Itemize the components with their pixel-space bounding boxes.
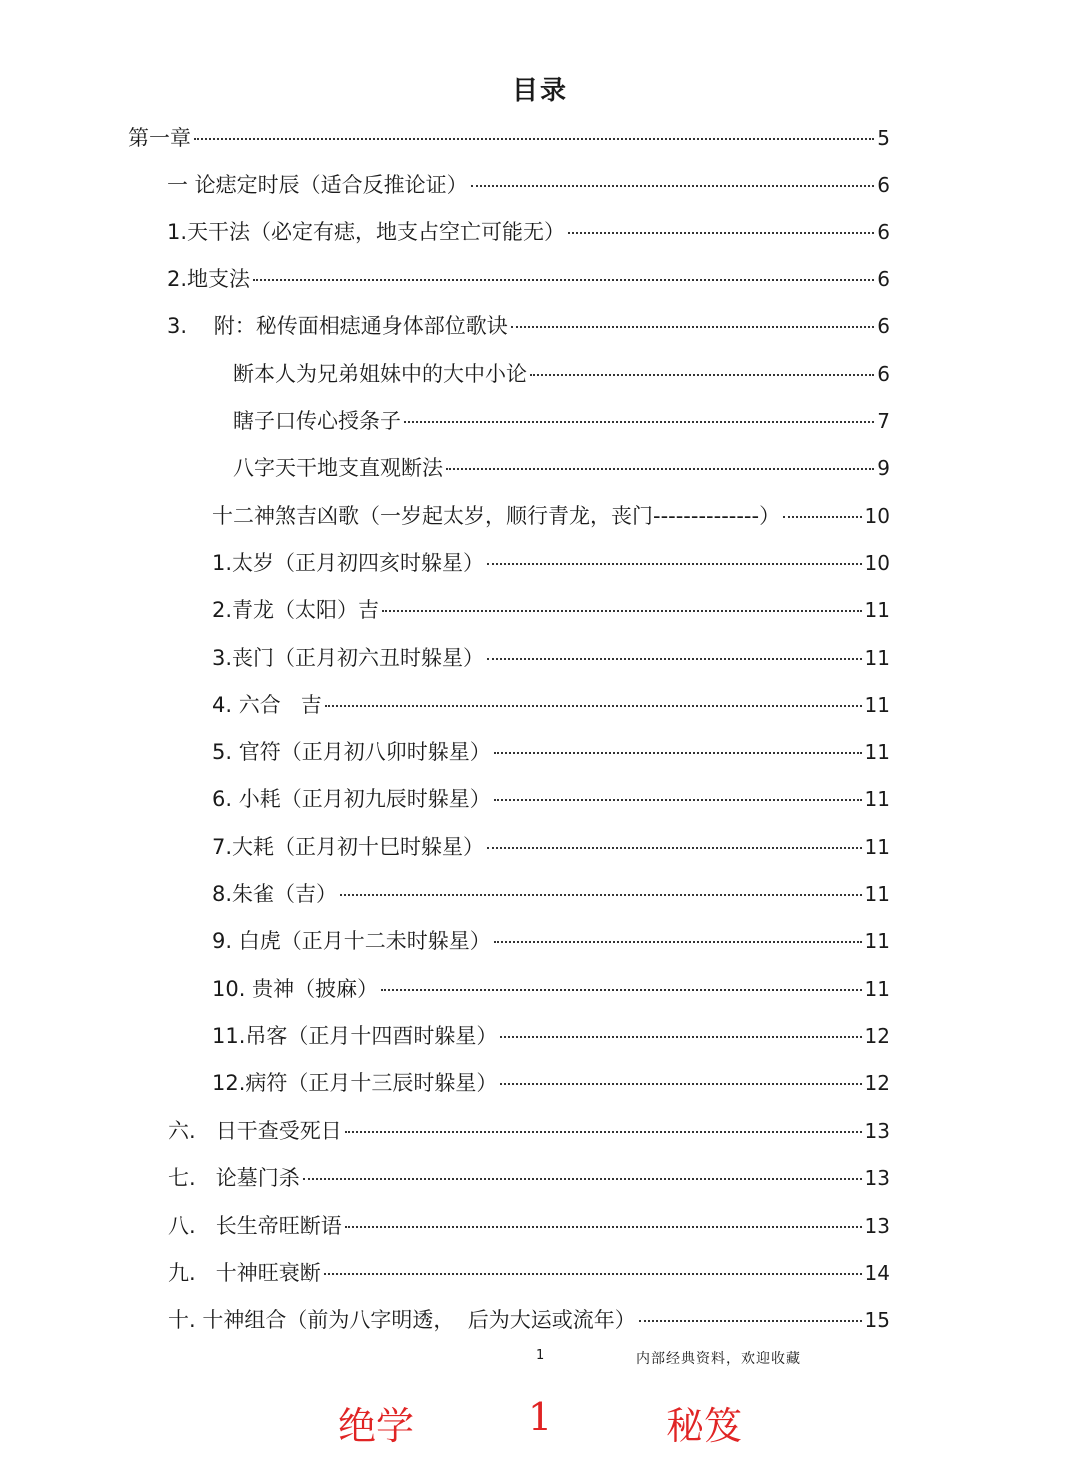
- toc-entry-label: 5. 官符（正月初八卯时躲星）: [212, 740, 491, 764]
- dot-leader: [345, 1226, 862, 1228]
- toc-entry[interactable]: [212, 779, 890, 819]
- dot-leader: [471, 185, 875, 187]
- toc-entry-page: 11: [864, 835, 890, 859]
- toc-entry-label: 十. 十神组合（前为八字明透， 后为大运或流年）: [168, 1308, 636, 1332]
- toc-entry[interactable]: [168, 1158, 890, 1198]
- toc-entry[interactable]: [212, 732, 890, 772]
- dot-leader: [500, 1036, 861, 1038]
- toc-entry[interactable]: [168, 1300, 890, 1340]
- dot-leader: [345, 1131, 862, 1133]
- toc-entry-page: 6: [877, 362, 890, 386]
- toc-entry-label: 7.大耗（正月初十巳时躲星）: [212, 835, 485, 859]
- toc-entry[interactable]: [167, 259, 890, 299]
- dot-leader: [530, 374, 874, 376]
- toc-entry[interactable]: [212, 543, 890, 583]
- dot-leader: [639, 1320, 862, 1322]
- toc-entry-page: 13: [864, 1119, 890, 1143]
- toc-entry[interactable]: [168, 1253, 890, 1293]
- toc-entry-page: 12: [864, 1071, 890, 1095]
- toc-entry-label: 12.病符（正月十三辰时躲星）: [212, 1071, 498, 1095]
- toc-entry-label: 6. 小耗（正月初九辰时躲星）: [212, 787, 491, 811]
- toc-entry-label: 8.朱雀（吉）: [212, 882, 338, 906]
- toc-entry-page: 11: [864, 740, 890, 764]
- toc-entry-chapter-1[interactable]: [128, 118, 890, 158]
- dot-leader: [511, 326, 875, 328]
- toc-entry[interactable]: [167, 165, 890, 205]
- toc-entry-page: 9: [877, 456, 890, 480]
- dot-leader: [446, 468, 874, 470]
- dot-leader: [325, 705, 862, 707]
- toc-entry[interactable]: [167, 212, 890, 252]
- toc-entry[interactable]: [233, 354, 890, 394]
- toc-entry-label: 九. 十神旺衰断: [168, 1261, 321, 1285]
- toc-entry[interactable]: [212, 496, 890, 536]
- toc-entry-page: 6: [877, 314, 890, 338]
- toc-entry-label: 3.丧门（正月初六丑时躲星）: [212, 646, 485, 670]
- toc-entry[interactable]: [212, 638, 890, 678]
- toc-entry-label: 3. 附：秘传面相痣通身体部位歌诀: [167, 314, 508, 338]
- toc-entry-label: 2.青龙（太阳）吉: [212, 598, 380, 622]
- dot-leader: [487, 563, 862, 565]
- toc-entry-label: 六. 日干查受死日: [168, 1119, 342, 1143]
- toc-entry-label: 第一章: [128, 126, 191, 150]
- toc-entry[interactable]: [212, 1016, 890, 1056]
- toc-entry-label: 4. 六合 吉: [212, 693, 322, 717]
- toc-entry-page: 11: [864, 693, 890, 717]
- toc-entry[interactable]: [212, 685, 890, 725]
- toc-entry[interactable]: [212, 827, 890, 867]
- toc-entry-label: 断本人为兄弟姐妹中的大中小论: [233, 362, 527, 386]
- watermark-middle-text: 1: [528, 1395, 553, 1439]
- toc-entry-page: 6: [877, 267, 890, 291]
- toc-entry[interactable]: [212, 921, 890, 961]
- dot-leader: [253, 279, 874, 281]
- dot-leader: [340, 894, 862, 896]
- toc-entry-page: 10: [864, 551, 890, 575]
- dot-leader: [487, 847, 862, 849]
- toc-entry-label: 10. 贵神（披麻）: [212, 977, 379, 1001]
- dot-leader: [568, 232, 874, 234]
- toc-entry-page: 13: [864, 1214, 890, 1238]
- dot-leader: [382, 610, 862, 612]
- toc-entry-page: 14: [864, 1261, 890, 1285]
- toc-entry[interactable]: [168, 1206, 890, 1246]
- toc-entry-page: 11: [864, 882, 890, 906]
- dot-leader: [494, 752, 862, 754]
- dot-leader: [494, 799, 862, 801]
- dot-leader: [194, 138, 874, 140]
- dot-leader: [404, 421, 874, 423]
- footer-page-number: 1: [536, 1348, 545, 1363]
- dot-leader: [381, 989, 861, 991]
- toc-entry-page: 11: [864, 646, 890, 670]
- toc-entry-page: 12: [864, 1024, 890, 1048]
- dot-leader: [500, 1083, 861, 1085]
- toc-entry-label: 2.地支法: [167, 267, 251, 291]
- toc-entry-label: 1.太岁（正月初四亥时躲星）: [212, 551, 485, 575]
- watermark-left-text: 绝学: [338, 1404, 415, 1448]
- toc-entry-page: 5: [877, 126, 890, 150]
- toc-entry-page: 11: [864, 929, 890, 953]
- toc-entry[interactable]: [167, 306, 890, 346]
- toc-entry-label: 八字天干地支直观断法: [233, 456, 443, 480]
- toc-entry[interactable]: [233, 401, 890, 441]
- toc-entry[interactable]: [233, 448, 890, 488]
- toc-entry-page: 6: [877, 220, 890, 244]
- toc-entry[interactable]: [212, 969, 890, 1009]
- toc-entry-page: 10: [864, 504, 890, 528]
- toc-entry-label: 八. 长生帝旺断语: [168, 1214, 342, 1238]
- toc-entry-page: 11: [864, 598, 890, 622]
- toc-entry[interactable]: [168, 1111, 890, 1151]
- toc-entry-page: 7: [877, 409, 890, 433]
- toc-entry-page: 13: [864, 1166, 890, 1190]
- dot-leader: [324, 1273, 862, 1275]
- toc-entry-label: 11.吊客（正月十四酉时躲星）: [212, 1024, 498, 1048]
- dot-leader: [303, 1178, 862, 1180]
- toc-entry-label: 瞎子口传心授条子: [233, 409, 401, 433]
- toc-entry-page: 6: [877, 173, 890, 197]
- page-title: 目录: [511, 76, 568, 106]
- toc-entry-page: 15: [864, 1308, 890, 1332]
- watermark-right-text: 秘笈: [666, 1404, 743, 1448]
- dot-leader: [487, 658, 862, 660]
- dot-leader: [494, 941, 862, 943]
- toc-entry[interactable]: [212, 1063, 890, 1103]
- dot-leader: [783, 516, 861, 518]
- toc-entry-label: 十二神煞吉凶歌（一岁起太岁，顺行青龙，丧门--------------）: [212, 504, 781, 528]
- toc-entry-label: 9. 白虎（正月十二未时躲星）: [212, 929, 491, 953]
- toc-entry-page: 11: [864, 787, 890, 811]
- footer-note: 内部经典资料，欢迎收藏: [636, 1351, 801, 1367]
- toc-entry-label: 七. 论墓门杀: [168, 1166, 300, 1190]
- toc-entry-page: 11: [864, 977, 890, 1001]
- toc-entry[interactable]: [212, 590, 890, 630]
- toc-entry[interactable]: [212, 874, 890, 914]
- toc-entry-label: 一 论痣定时辰（适合反推论证）: [167, 173, 468, 197]
- toc-entry-label: 1.天干法（必定有痣，地支占空亡可能无）: [167, 220, 566, 244]
